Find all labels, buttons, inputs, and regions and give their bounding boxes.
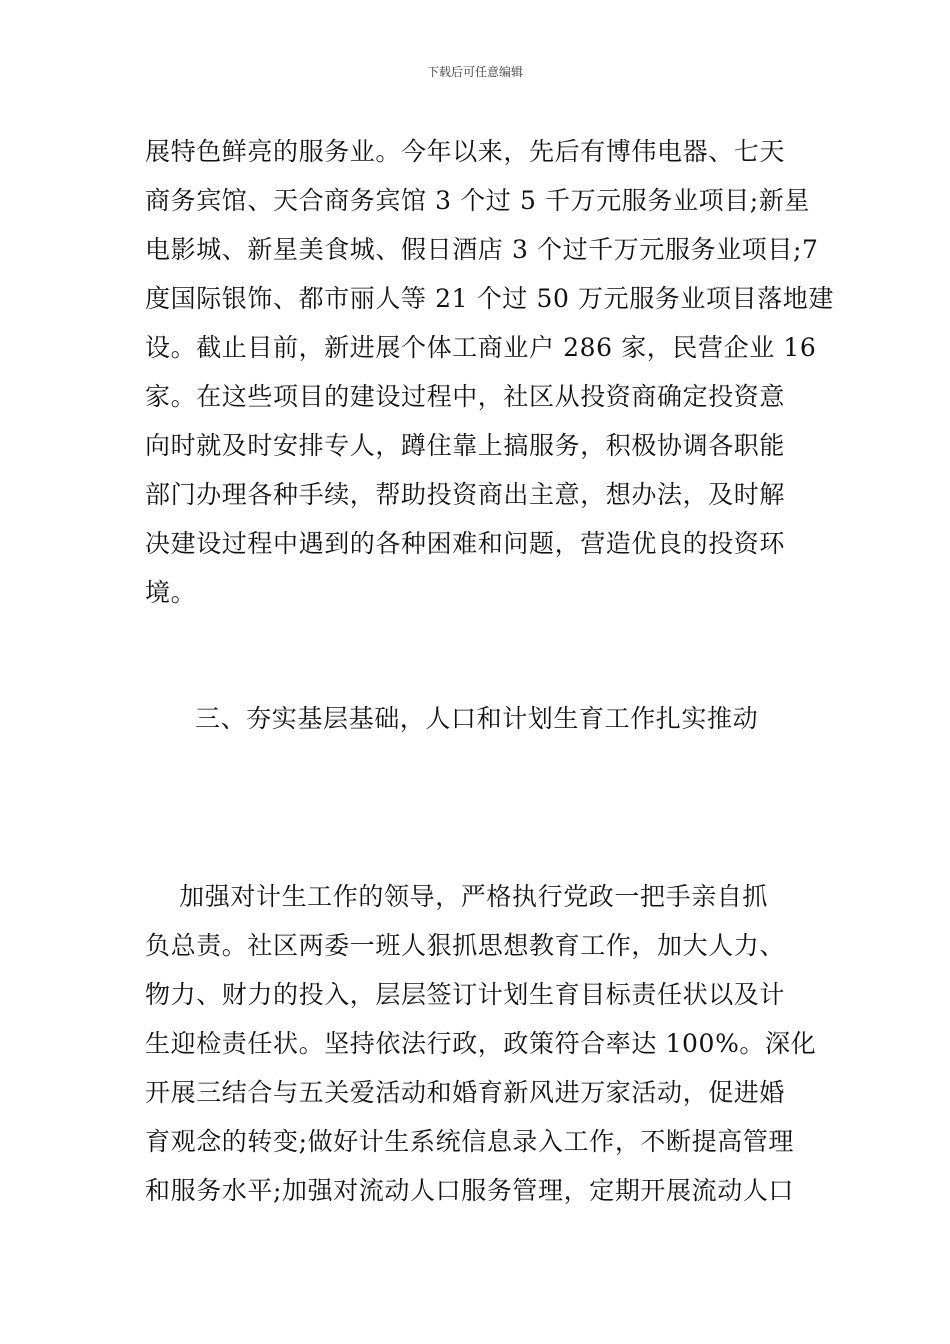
paragraph-line: 商务宾馆、天合商务宾馆 3 个过 5 千万元服务业项目;新星 — [145, 186, 811, 215]
paragraph-line: 决建设过程中遇到的各种困难和问题，营造优良的投资环 — [145, 529, 786, 558]
paragraph-line: 设。截止目前，新进展个体工商业户 286 家，民营企业 16 — [145, 333, 817, 362]
paragraph-line: 度国际银饰、都市丽人等 21 个过 50 万元服务业项目落地建 — [145, 284, 835, 313]
paragraph-line: 生迎检责任状。坚持依法行政，政策符合率达 100%。深化 — [145, 1029, 817, 1058]
paragraph-line: 物力、财力的投入，层层签订计划生育目标责任状以及计 — [145, 980, 786, 1009]
paragraph-line: 电影城、新星美食城、假日酒店 3 个过千万元服务业项目;7 — [145, 235, 819, 264]
paragraph-line: 向时就及时安排专人，蹲住靠上搞服务，积极协调各职能 — [145, 431, 786, 460]
page-header-note: 下载后可任意编辑 — [426, 65, 523, 79]
paragraph-line: 负总责。社区两委一班人狠抓思想教育工作，加大人力、 — [145, 931, 786, 960]
paragraph-line: 加强对计生工作的领导，严格执行党政一把手亲自抓 — [145, 882, 768, 911]
paragraph-line: 部门办理各种手续，帮助投资商出主意，想办法，及时解 — [145, 480, 786, 509]
paragraph-services — [145, 127, 835, 617]
section-heading: 三、夯实基层基础，人口和计划生育工作扎实推动 — [195, 704, 759, 733]
paragraph-line: 开展三结合与五关爱活动和婚育新风进万家活动，促进婚 — [145, 1078, 786, 1107]
paragraph-line: 和服务水平;加强对流动人口服务管理，定期开展流动人口 — [145, 1176, 795, 1205]
paragraph-line: 展特色鲜亮的服务业。今年以来，先后有博伟电器、七天 — [145, 137, 786, 166]
paragraph-family-planning — [145, 872, 817, 1215]
paragraph-line: 境。 — [145, 578, 197, 607]
paragraph-line: 育观念的转变;做好计生系统信息录入工作，不断提高管理 — [145, 1127, 795, 1156]
paragraph-line: 家。在这些项目的建设过程中，社区从投资商确定投资意 — [145, 382, 786, 411]
